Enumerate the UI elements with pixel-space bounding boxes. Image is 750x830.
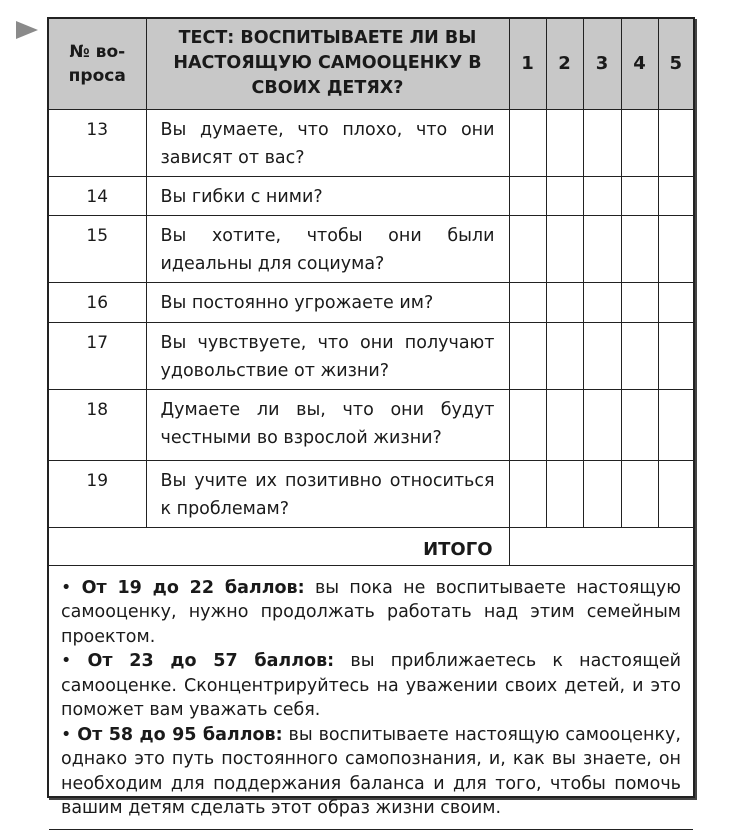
score-cell-1[interactable]: [509, 109, 546, 176]
question-row: [49, 389, 693, 460]
total-label: ИТОГО: [49, 527, 509, 565]
score-cell-1[interactable]: [509, 215, 546, 282]
score-cell-4[interactable]: [621, 322, 658, 389]
question-text: Вы гибки с ними?: [146, 176, 509, 215]
bullet: •: [61, 577, 72, 598]
score-cell-4[interactable]: [621, 215, 658, 282]
question-number: 19: [49, 460, 146, 527]
score-cell-5[interactable]: [658, 460, 693, 527]
header-test-title: ТЕСТ: ВОСПИТЫВАЕТЕ ЛИ ВЫ НАСТОЯЩУЮ САМООЦЕНКУ В СВОИХ ДЕТЯХ?: [146, 19, 509, 109]
question-number: 16: [49, 282, 146, 322]
score-cell-2[interactable]: [546, 109, 583, 176]
score-cell-5[interactable]: [658, 389, 693, 460]
header-score-2: 2: [546, 19, 583, 109]
score-cell-3[interactable]: [583, 460, 621, 527]
question-row: [49, 460, 693, 527]
score-cell-4[interactable]: [621, 282, 658, 322]
test-table-frame: [47, 17, 695, 818]
header-score-3: 3: [583, 19, 621, 109]
scoring-range: От 58 до 95 баллов:: [77, 724, 283, 745]
header-score-1: 1: [509, 19, 546, 109]
question-number: 17: [49, 322, 146, 389]
header-num-line1: № во-: [69, 41, 126, 62]
test-table: [49, 19, 693, 830]
question-row: [49, 322, 693, 389]
score-cell-3[interactable]: [583, 215, 621, 282]
score-cell-1[interactable]: [509, 389, 546, 460]
header-score-4: 4: [621, 19, 658, 109]
scoring-text: вы пока не воспитываете настоящую самооценку, нужно продолжать работать над этим семейным проектом.: [61, 577, 681, 647]
question-number: 18: [49, 389, 146, 460]
question-row: [49, 215, 693, 282]
score-cell-5[interactable]: [658, 322, 693, 389]
total-row: [49, 527, 693, 565]
score-cell-3[interactable]: [583, 389, 621, 460]
header-num-line2: проса: [68, 65, 126, 86]
score-cell-2[interactable]: [546, 282, 583, 322]
question-text: Думаете ли вы, что они будут честными во взрослой жизни?: [146, 389, 509, 460]
scoring-text: вы воспитываете настоящую самооценку, однако это путь постоянного самопознания, и, как вы знаете, он необходим для поддержания баланса и для того, чтобы помочь вашим детям сделать этот образ жизни своим.: [61, 724, 681, 818]
score-cell-2[interactable]: [546, 215, 583, 282]
scoring-item: [61, 576, 681, 650]
score-cell-2[interactable]: [546, 389, 583, 460]
score-cell-1[interactable]: [509, 460, 546, 527]
score-cell-1[interactable]: [509, 322, 546, 389]
question-row: [49, 282, 693, 322]
scoring-range: От 19 до 22 баллов:: [81, 577, 305, 598]
score-cell-5[interactable]: [658, 215, 693, 282]
question-text: Вы думаете, что плохо, что они зависят от вас?: [146, 109, 509, 176]
question-number: 13: [49, 109, 146, 176]
scoring-item: [61, 723, 681, 821]
scoring-row: [49, 565, 693, 829]
question-text: Вы постоянно угрожаете им?: [146, 282, 509, 322]
header-question-number: [49, 19, 146, 109]
question-number: 15: [49, 215, 146, 282]
bullet: •: [61, 651, 72, 671]
score-cell-5[interactable]: [658, 109, 693, 176]
score-cell-3[interactable]: [583, 109, 621, 176]
question-row: [49, 176, 693, 215]
question-text: Вы учите их позитивно относиться к проблемам?: [146, 460, 509, 527]
scoring-range: От 23 до 57 баллов:: [87, 651, 335, 671]
scoring-item: [61, 649, 681, 723]
scoring-legend: [49, 565, 693, 829]
score-cell-4[interactable]: [621, 109, 658, 176]
triangle-marker-icon: [16, 21, 38, 39]
score-cell-1[interactable]: [509, 282, 546, 322]
score-cell-3[interactable]: [583, 176, 621, 215]
question-text: Вы хотите, чтобы они были идеальны для социума?: [146, 215, 509, 282]
question-row: [49, 109, 693, 176]
header-row: [49, 19, 693, 109]
score-cell-4[interactable]: [621, 460, 658, 527]
score-cell-2[interactable]: [546, 322, 583, 389]
score-cell-2[interactable]: [546, 460, 583, 527]
bullet: •: [61, 724, 72, 745]
header-score-5: 5: [658, 19, 693, 109]
score-cell-5[interactable]: [658, 282, 693, 322]
scoring-text: вы приближаетесь к настоящей самооценке. Сконцентрируйтесь на уважении своих детей, и это поможет вам уважать себя.: [61, 651, 681, 720]
question-number: 14: [49, 176, 146, 215]
score-cell-5[interactable]: [658, 176, 693, 215]
score-cell-3[interactable]: [583, 282, 621, 322]
score-cell-4[interactable]: [621, 176, 658, 215]
question-text: Вы чувствуете, что они получают удовольствие от жизни?: [146, 322, 509, 389]
total-value-cell[interactable]: [509, 527, 693, 565]
score-cell-2[interactable]: [546, 176, 583, 215]
score-cell-4[interactable]: [621, 389, 658, 460]
score-cell-1[interactable]: [509, 176, 546, 215]
score-cell-3[interactable]: [583, 322, 621, 389]
